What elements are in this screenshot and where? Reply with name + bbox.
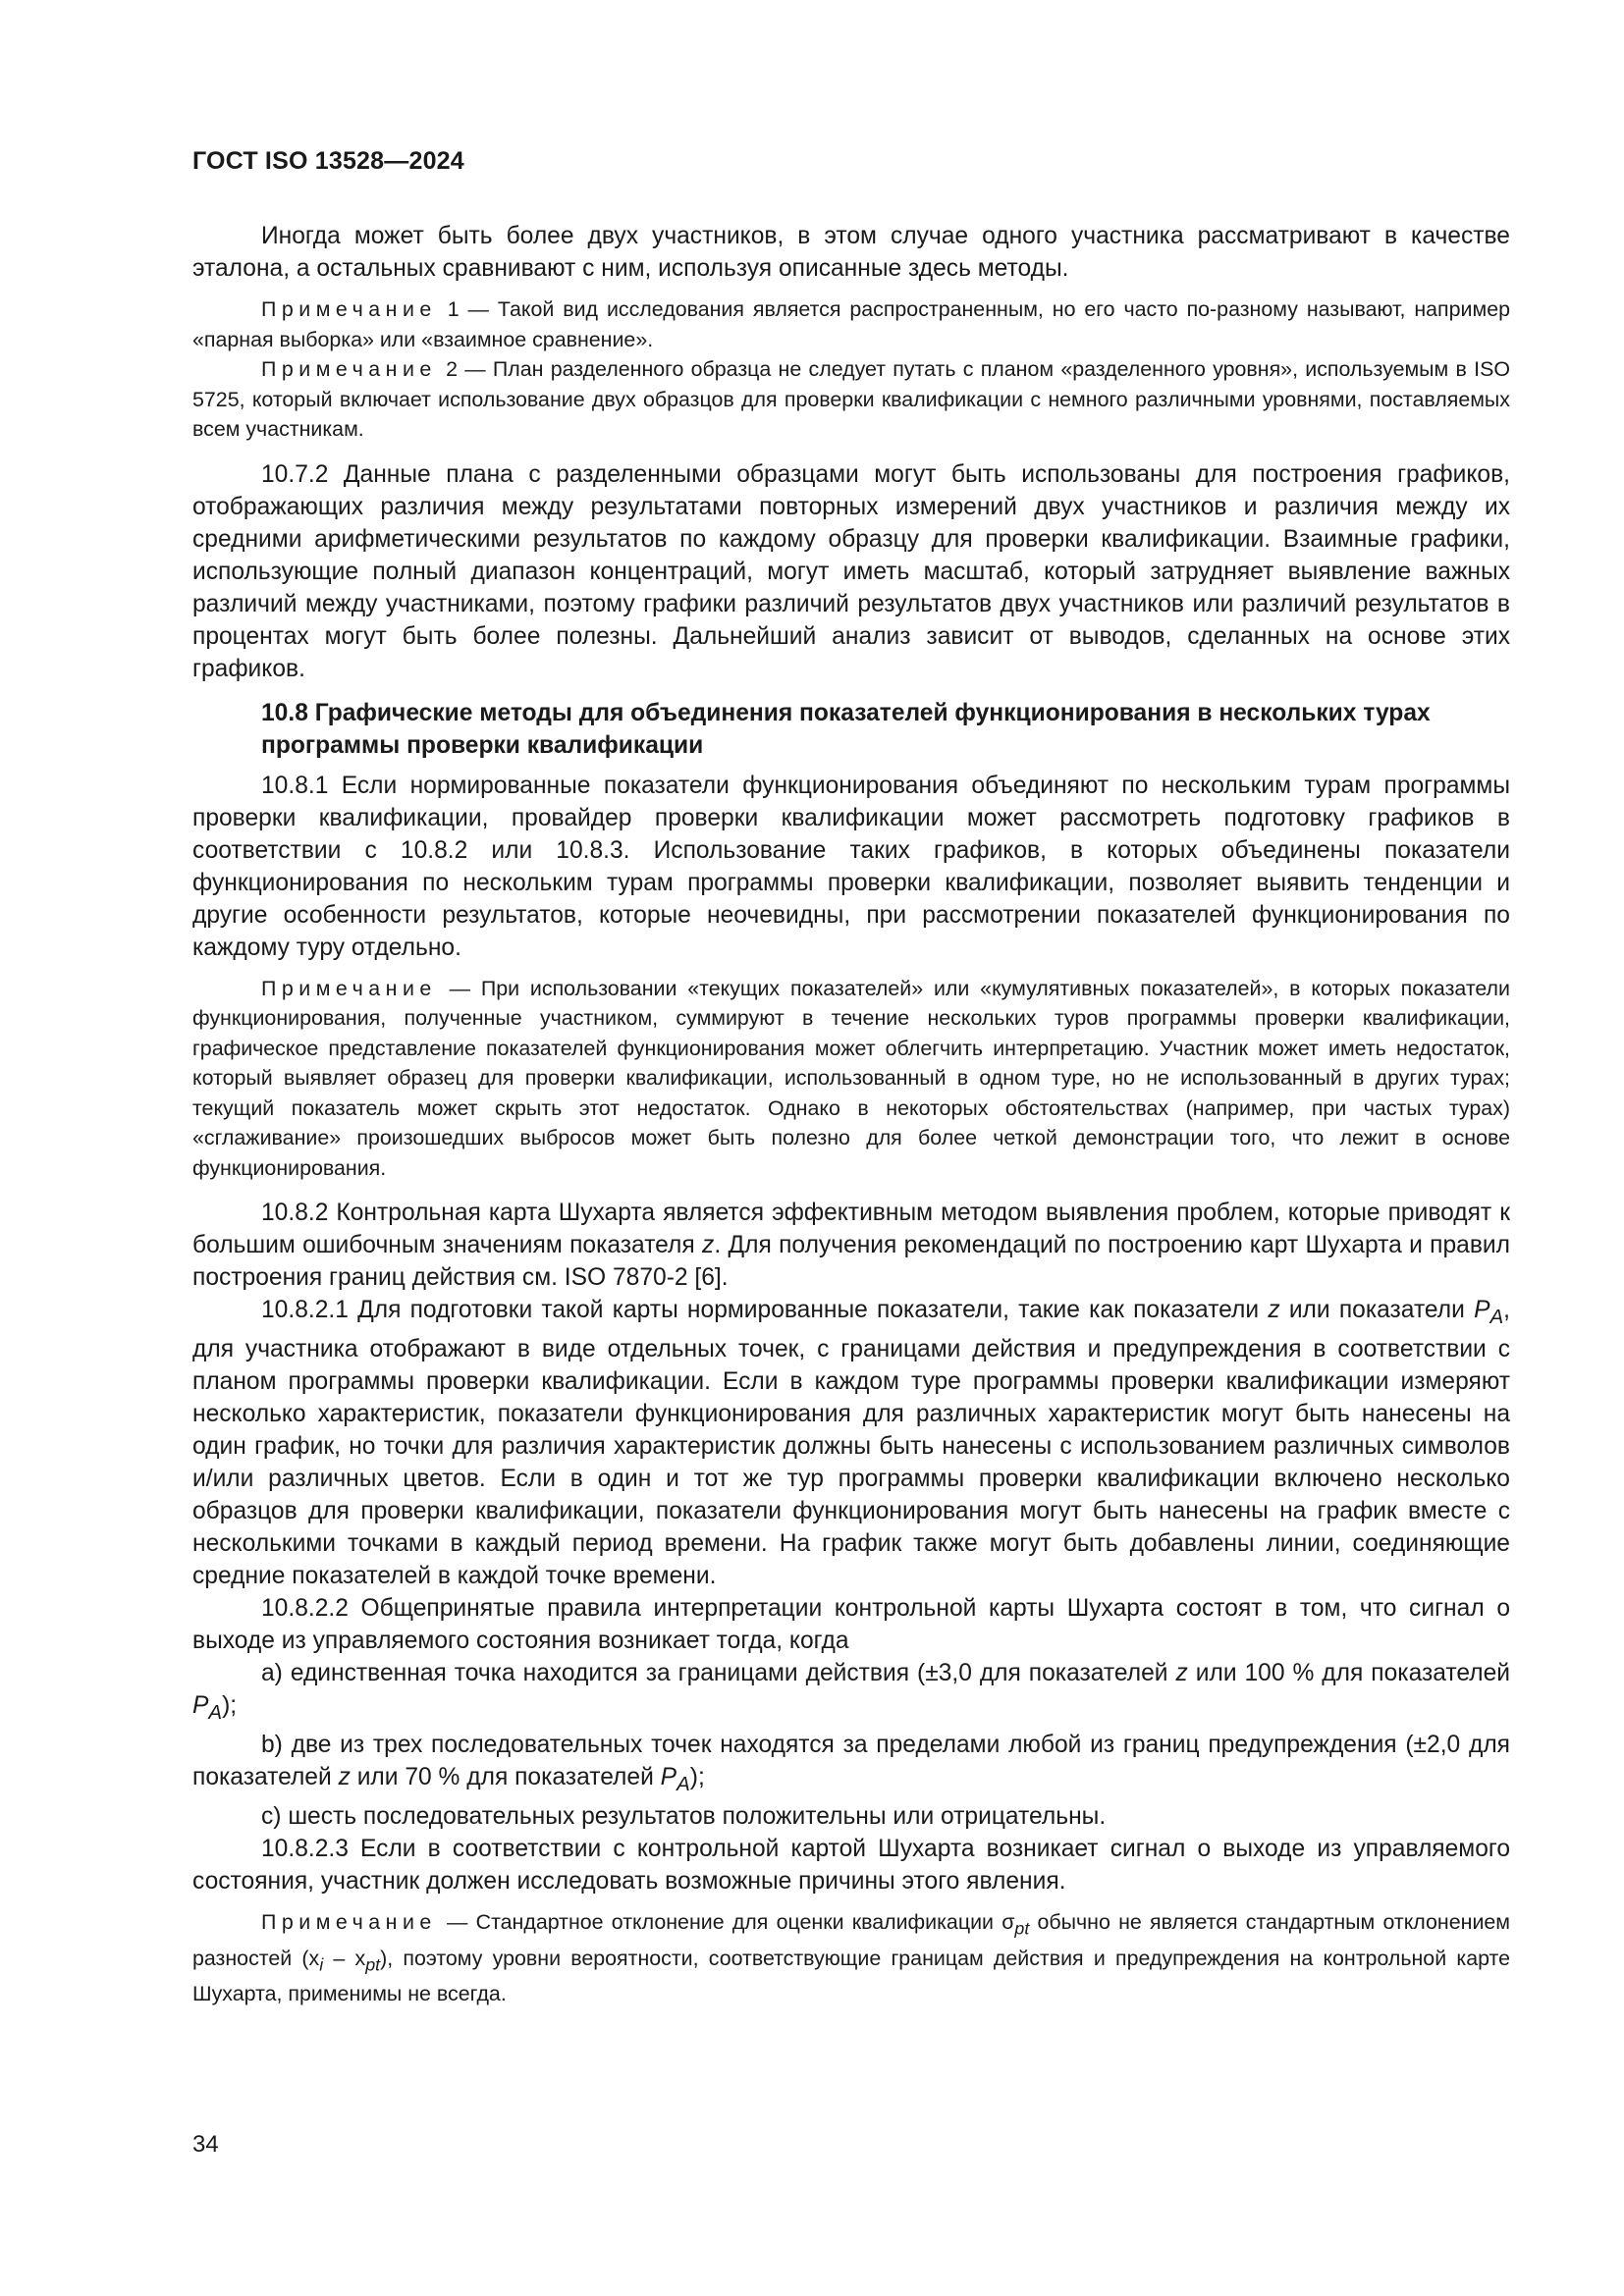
text-span: . Для получения рекомендаций по построению карт Шухарта и правил построения границ действия см. ISO 7870-2 [6].	[192, 1232, 1510, 1291]
note-text: 2 — План разделенного образца не следует путать с планом «разделенного уровня», используемым в ISO 5725, который включает использование двух образцов для проверки квалификации с немного различными уровнями, поставляемых всем участникам.	[192, 357, 1510, 441]
text-span: );	[222, 1691, 238, 1719]
symbol-z: z	[338, 1763, 351, 1790]
notes-group-2	[192, 974, 1510, 1184]
text-span: b) две из трех последовательных точек находятся за пределами любой из границ предупреждения (±2,0 для показателей	[192, 1731, 1510, 1790]
section-heading-10-8: 10.8 Графические методы для объединения показателей функционирования в нескольких турах программы проверки квалификации	[261, 699, 1431, 759]
subscript-a: A	[208, 1700, 223, 1724]
paragraph-intro: Иногда может быть более двух участников, в этом случае одного участника рассматривают в качестве эталона, а остальных сравнивают с ним, используя описанные здесь методы.	[192, 223, 1510, 282]
symbol-p: P	[1474, 1297, 1490, 1323]
text-span: 10.8.2 Контрольная карта Шухарта является эффективным методом выявления проблем, которые приводят к большим ошибочным значениям показателя	[192, 1200, 1510, 1258]
subscript-pt: pt	[365, 1953, 381, 1974]
text-span: – x	[323, 1946, 366, 1970]
list-item-a	[192, 1657, 1510, 1729]
note-text: — При использовании «текущих показателей» или «кумулятивных показателей», в которых показатели функционирования, полученные участником, суммируют в течение нескольких туров программы проверки квалификации, графическое представление показателей функционирования может облегчить интерпретацию. Участник может иметь недостаток, который выявляет образец для проверки квалификации, использованный в одном туре, но не использованный в других турах; текущий показатель может скрыть этот недостаток. Однако в некоторых обстоятельствах (например, при частых турах) «сглаживание» произошедших выбросов может быть полезно для более четкой демонстрации того, что лежит в основе функционирования.	[192, 976, 1510, 1180]
list-item-b	[192, 1729, 1510, 1800]
subscript-a: A	[1489, 1305, 1504, 1328]
note-4	[192, 1907, 1510, 2009]
paragraph-10-8-2	[192, 1197, 1510, 1294]
note-2	[192, 354, 1510, 445]
symbol-p: P	[660, 1763, 677, 1790]
symbol-z: z	[702, 1232, 715, 1258]
symbol-z: z	[1175, 1659, 1188, 1686]
paragraph-10-8-2-2: 10.8.2.2 Общепринятые правила интерпретации контрольной карты Шухарта состоят в том, что сигнал о выходе из управляемого состояния возникает тогда, когда	[192, 1594, 1510, 1654]
list-item-c: c) шесть последовательных результатов положительны или отрицательны.	[261, 1802, 1107, 1830]
text-span: , для участника отображают в виде отдельных точек, с границами действия и предупреждения в соответствии с планом программы проверки квалификации. Если в каждом туре программы проверки квалификации измеряют несколько характеристик, показатели функционирования для различных характеристик могут быть нанесены на один график, но точки для различия характеристик должны быть нанесены с использованием различных символов и/или различных цветов. Если в один и тот же тур программы проверки квалификации включено несколько образцов для проверки квалификации, показатели функционирования могут быть нанесены на график вместе с несколькими точками в каждый период времени. На график также могут быть добавлены линии, соединяющие средние показателей в каждой точке времени.	[192, 1297, 1511, 1589]
note-label: Примечание	[261, 297, 437, 321]
text-span: — Стандартное отклонение для оценки квалификации σ	[438, 1909, 1015, 1934]
text-span: или 70 % для показателей	[350, 1763, 661, 1790]
text-span: a) единственная точка находится за границами действия (±3,0 для показателей	[261, 1659, 1176, 1686]
document-header: ГОСТ ISO 13528—2024	[192, 147, 464, 175]
text-span: ), поэтому уровни вероятности, соответствующие границам действия и предупреждения на контрольной карте Шухарта, применимы не всегда.	[192, 1946, 1510, 2006]
symbol-z: z	[1268, 1297, 1280, 1323]
subscript-i: i	[319, 1953, 324, 1974]
text-span: или 100 % для показателей	[1187, 1659, 1511, 1686]
paragraph-10-8-1: 10.8.1 Если нормированные показатели функционирования объединяют по нескольким турам программы проверки квалификации, провайдер проверки квалификации может рассмотреть подготовку графиков в соответствии с 10.8.2 или 10.8.3. Использование таких графиков, в которых объединены показатели функционирования по нескольким турам программы проверки квалификации, позволяет выявить тенденции и другие особенности результатов, которые неочевидны, при рассмотрении показателей функционирования по каждому туру отдельно.	[192, 772, 1510, 961]
text-span: или показатели	[1279, 1297, 1475, 1323]
paragraph-10-8-2-3: 10.8.2.3 Если в соответствии с контрольной картой Шухарта возникает сигнал о выходе из управляемого состояния, участник должен исследовать возможные причины этого явления.	[192, 1835, 1510, 1895]
text-span: );	[689, 1763, 705, 1790]
page-number: 34	[192, 2131, 219, 2158]
subscript-pt: pt	[1014, 1918, 1030, 1938]
subscript-a: A	[677, 1772, 690, 1795]
text-span: обычно не является стандартным отклонением разностей (x	[192, 1909, 1510, 1970]
paragraph-10-8-2-1	[192, 1294, 1510, 1592]
note-text: 1 — Такой вид исследования является распространенным, но его часто по-разному называют, например «парная выборка» или «взаимное сравнение».	[192, 297, 1510, 351]
note-label: Примечание	[261, 357, 437, 381]
note-1	[192, 294, 1510, 354]
symbol-p: P	[192, 1691, 209, 1719]
note-label: Примечание	[261, 976, 437, 1000]
note-3	[192, 974, 1510, 1184]
page-content	[192, 220, 1510, 2009]
notes-group-1	[192, 294, 1510, 445]
text-span: 10.8.2.1 Для подготовки такой карты нормированные показатели, такие как показатели	[261, 1297, 1269, 1323]
note-label: Примечание	[261, 1909, 437, 1934]
paragraph-10-7-2: 10.7.2 Данные плана с разделенными образцами могут быть использованы для построения графиков, отображающих различия между результатами повторных измерений двух участников и различия между их средними арифметическими результатов по каждому образцу для проверки квалификации. Взаимные графики, использующие полный диапазон концентраций, могут иметь масштаб, который затрудняет выявление важных различий между участниками, поэтому графики различий результатов двух участников или различий результатов в процентах могут быть более полезны. Дальнейший анализ зависит от выводов, сделанных на основе этих графиков.	[192, 460, 1510, 682]
